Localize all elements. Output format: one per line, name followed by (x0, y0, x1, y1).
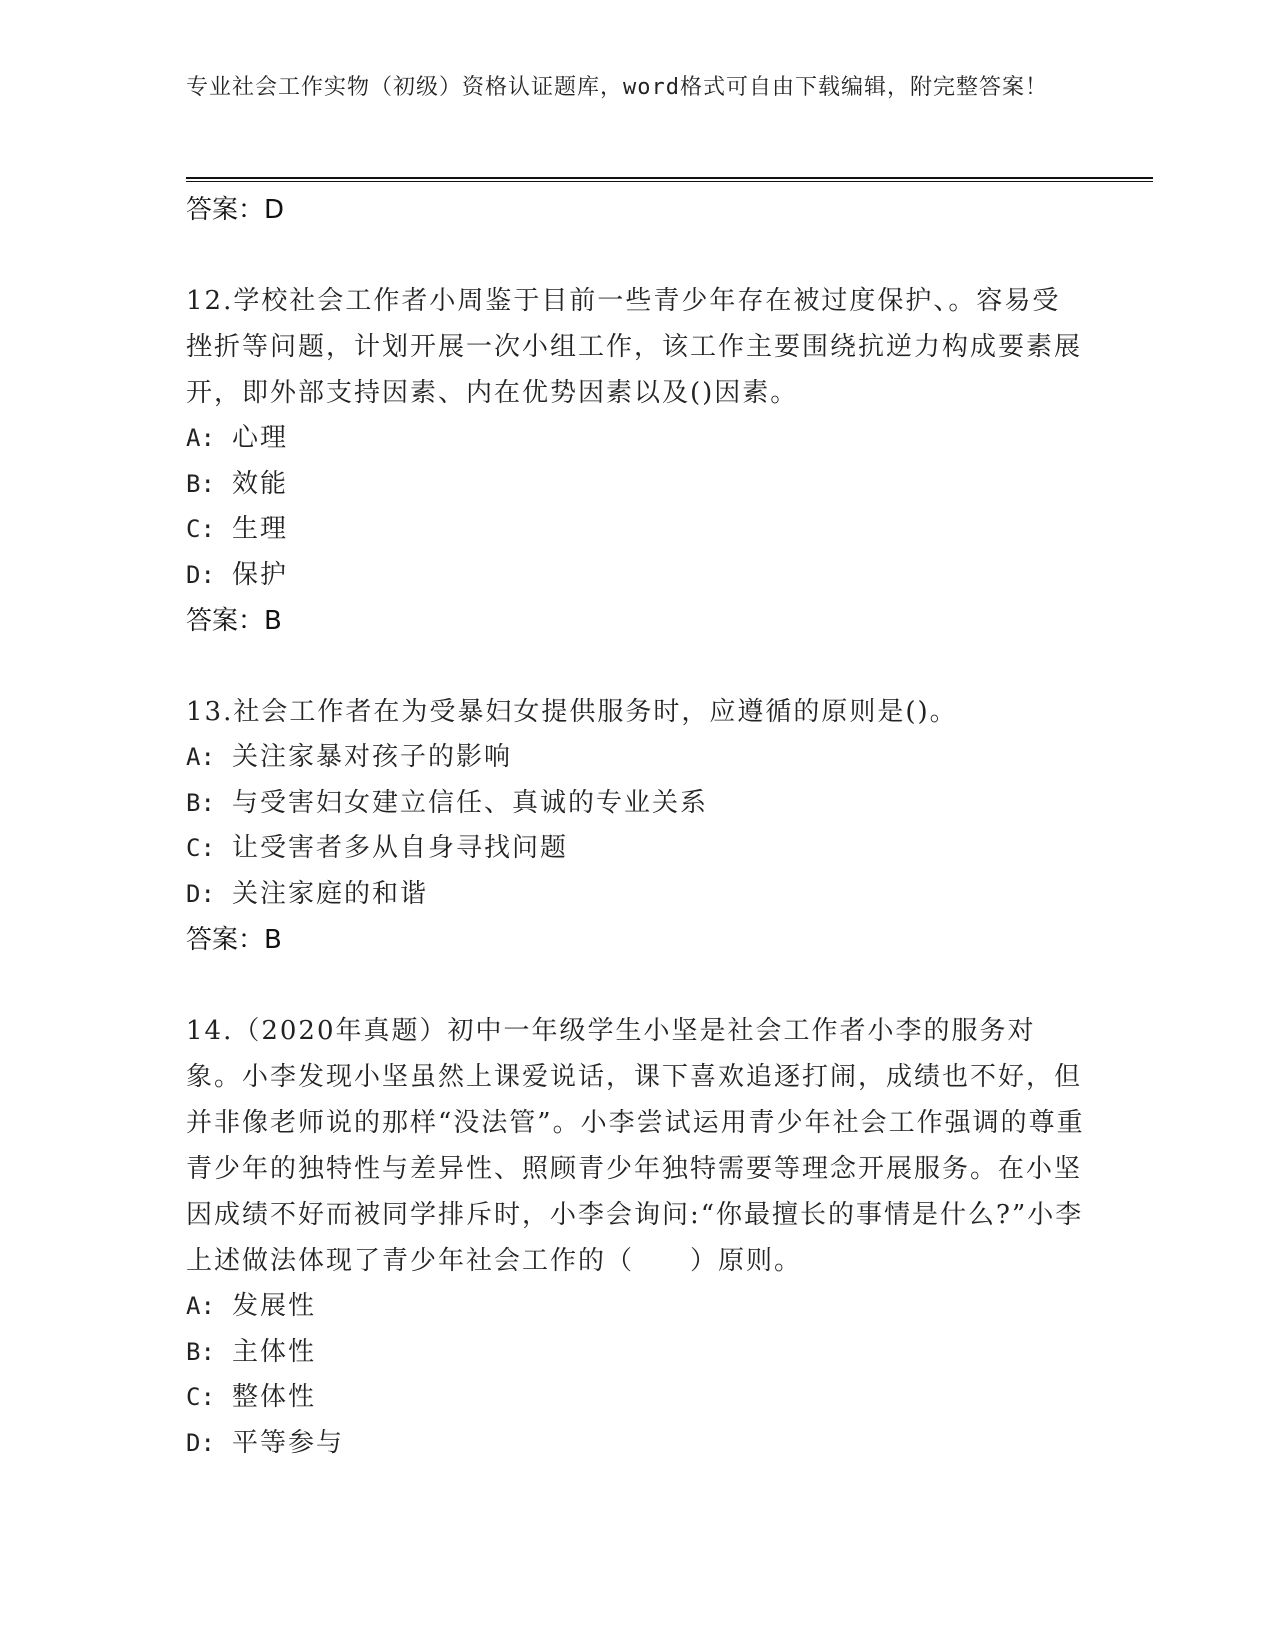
question-content (186, 187, 1086, 1466)
option-text: 整体性 (232, 1382, 317, 1412)
option-d (186, 553, 1086, 599)
spacer (186, 963, 1086, 1008)
option-letter: B: (186, 1337, 215, 1366)
option-text: 效能 (232, 468, 289, 499)
option-a (186, 735, 1086, 781)
option-c (186, 1375, 1086, 1421)
option-letter: D: (186, 879, 215, 908)
question-14 (186, 1008, 1086, 1466)
answer-line-q12: 答案：B (186, 606, 282, 636)
option-a (186, 416, 1086, 462)
option-b (186, 781, 1086, 827)
header-rule-thin (186, 181, 1153, 182)
option-text: 生理 (232, 514, 289, 544)
spacer (186, 644, 1086, 689)
option-letter: A: (186, 1292, 215, 1320)
option-text: 关注家暴对孩子的影响 (232, 742, 513, 772)
option-a (186, 1284, 1086, 1330)
option-letter: C: (186, 834, 215, 862)
option-letter: B: (186, 788, 215, 817)
option-text: 关注家庭的和谐 (232, 878, 429, 909)
option-d (186, 1421, 1086, 1467)
option-letter: D: (186, 1428, 215, 1457)
option-text: 让受害者多从自身寻找问题 (232, 833, 569, 863)
option-c (186, 507, 1086, 553)
option-letter: D: (186, 560, 215, 589)
option-letter: A: (186, 743, 215, 771)
option-b (186, 1330, 1086, 1376)
question-text: 13.社会工作者在为受暴妇女提供服务时，应遵循的原则是()。 (186, 697, 958, 727)
option-text: 发展性 (232, 1291, 317, 1321)
option-text: 与受害妇女建立信任、真诚的专业关系 (232, 787, 709, 818)
option-letter: C: (186, 515, 215, 543)
option-text: 平等参与 (232, 1427, 345, 1458)
option-letter: B: (186, 469, 215, 498)
option-letter: A: (186, 424, 215, 452)
option-text: 心理 (232, 423, 289, 453)
option-d (186, 872, 1086, 918)
option-text: 主体性 (232, 1336, 317, 1367)
spacer (186, 233, 1086, 278)
option-letter: C: (186, 1383, 215, 1411)
answer-line-q13: 答案：B (186, 925, 282, 955)
option-text: 保护 (232, 559, 289, 590)
question-text: 14.（2020年真题）初中一年级学生小坚是社会工作者小李的服务对象。小李发现小坚虽然上课爱说话，课下喜欢追逐打闹，成绩也不好，但并非像老师说的那样“没法管”。小李尝试运用青少年社会工作强调的尊重青少年的独特性与差异性、照顾青少年独特需要等理念开展服务。在小坚因成绩不好而被同学排斥时，小李会询问:“你最擅长的事情是什么?”小李上述做法体现了青少年社会工作的（ ）原则。 (186, 1016, 1085, 1276)
option-c (186, 826, 1086, 872)
answer-line-q11: 答案：D (186, 195, 285, 225)
question-12 (186, 278, 1086, 598)
header-rule-thick (186, 177, 1153, 179)
option-b (186, 462, 1086, 508)
question-text: 12.学校社会工作者小周鉴于目前一些青少年存在被过度保护、。容易受挫折等问题，计划开展一次小组工作，该工作主要围绕抗逆力构成要素展开，即外部支持因素、内在优势因素以及()因素。 (186, 286, 1083, 408)
question-13 (186, 689, 1086, 917)
page-header-text: 专业社会工作实物（初级）资格认证题库，word格式可自由下载编辑，附完整答案！ (186, 75, 1048, 100)
